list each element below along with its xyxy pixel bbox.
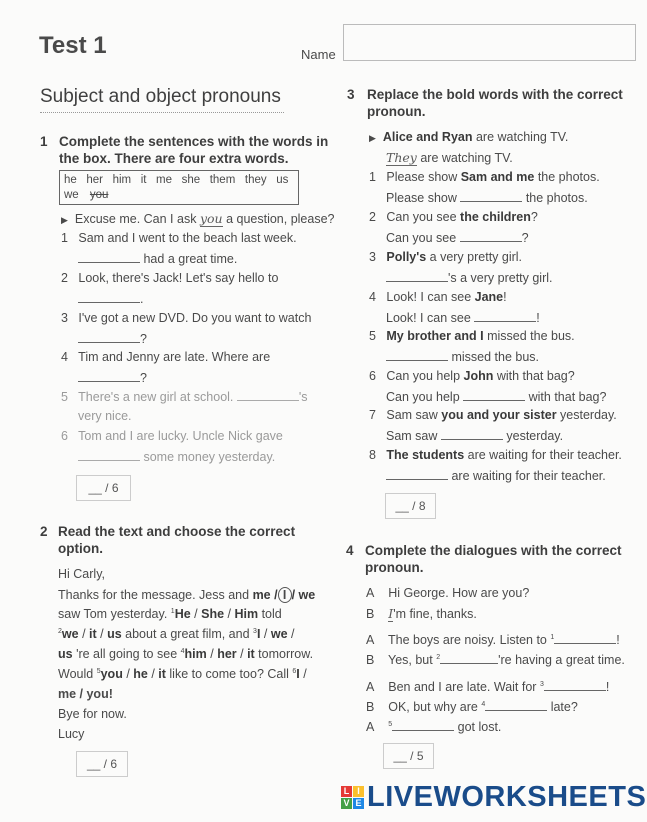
letter-greeting: Hi Carly, — [58, 567, 105, 581]
q3-item-8: 8 The students are waiting for their teacher. — [369, 448, 622, 462]
q1-blank-2[interactable] — [78, 291, 140, 303]
heading-rule — [40, 112, 284, 113]
q1-score-box: __ / 6 — [76, 475, 131, 501]
q1-blank-4[interactable] — [78, 370, 140, 382]
q4-blank-2[interactable] — [440, 652, 498, 664]
q4-score-box: __ / 5 — [383, 743, 434, 769]
q3-item-5-line2: missed the bus. — [386, 349, 539, 364]
q1-item-5-line2: very nice. — [78, 409, 132, 423]
q3-item-2-line2: Can you see ? — [386, 231, 529, 245]
q1-item-3-line2: ? — [78, 331, 147, 346]
q3-item-4: 4 Look! I can see Jane! — [369, 290, 507, 304]
q4-example-a: A Hi George. How are you? — [366, 586, 530, 600]
q3-blank-1[interactable] — [460, 190, 522, 202]
q1-item-1: 1 Sam and I went to the beach last week. — [61, 231, 297, 245]
name-field[interactable] — [343, 24, 636, 61]
q3-item-1-line2: Please show the photos. — [386, 191, 588, 205]
q2-number: 2 — [40, 524, 48, 539]
q3-blank-7[interactable] — [441, 428, 503, 440]
letter-signature: Lucy — [58, 727, 85, 741]
letter-closing: Bye for now. — [58, 707, 127, 721]
q1-item-2-line2: . — [78, 291, 143, 306]
q1-item-1-line2: had a great time. — [78, 251, 237, 266]
q3-item-1: 1 Please show Sam and me the photos. — [369, 170, 600, 184]
letter-line-5: Would $^5$you / he / it like to come too? Call $^6$I / — [58, 667, 307, 681]
q3-example: ▶ Alice and Ryan are watching TV. — [369, 130, 569, 144]
q2-score-box: __ / 6 — [76, 751, 128, 777]
q1-instruction: Complete the sentences with the words in the box. There are four extra words. — [59, 134, 329, 166]
q3-item-6-line2: Can you help with that bag? — [386, 390, 607, 404]
q1-number: 1 — [40, 134, 48, 149]
letter-line-3: $^2$we / it / us about a great film, and $^3$I / we / — [58, 627, 295, 641]
liveworksheets-text: LIVEWORKSHEETS — [367, 781, 647, 813]
q3-example-answer: They are watching TV. — [386, 150, 513, 165]
q4-number: 4 — [346, 543, 354, 558]
q1-blank-3[interactable] — [78, 331, 140, 343]
section-heading: Subject and object pronouns — [40, 86, 281, 107]
q4-d1-a: A The boys are noisy. Listen to $^1$ ! — [366, 633, 620, 647]
q3-blank-6[interactable] — [463, 389, 525, 401]
q4-instruction: Complete the dialogues with the correct pronoun. — [365, 543, 622, 575]
q1-example: ▶ Excuse me. Can I ask you a question, please? — [61, 211, 335, 226]
q3-score-box: __ / 8 — [385, 493, 436, 519]
q3-item-5: 5 My brother and I missed the bus. — [369, 329, 575, 343]
q4-d2-b: B OK, but why are $^4$ late? — [366, 700, 578, 714]
q3-blank-4[interactable] — [474, 310, 536, 322]
q1-item-6-line2: some money yesterday. — [78, 449, 275, 464]
q1-item-2: 2 Look, there's Jack! Let's say hello to — [61, 271, 279, 285]
q1-item-6: 6 Tom and I are lucky. Uncle Nick gave — [61, 429, 283, 443]
q1-blank-6[interactable] — [78, 449, 140, 461]
word-box: he her him it me she them they us we you — [59, 170, 299, 205]
letter-line-4: us 're all going to see $^4$him / her / it tomorrow. — [58, 647, 314, 661]
name-label: Name — [301, 47, 336, 62]
q3-item-3: 3 Polly's a very pretty girl. — [369, 250, 523, 264]
q3-blank-2[interactable] — [460, 230, 522, 242]
q1-item-4: 4 Tim and Jenny are late. Where are — [61, 350, 271, 364]
q3-item-4-line2: Look! I can see ! — [386, 311, 540, 325]
q3-item-7: 7 Sam saw you and your sister yesterday. — [369, 408, 617, 422]
q3-number: 3 — [347, 87, 355, 102]
q3-item-6: 6 Can you help John with that bag? — [369, 369, 575, 383]
letter-line-6: me / you! — [58, 687, 113, 701]
q4-blank-4[interactable] — [485, 699, 547, 711]
letter-line-2: saw Tom yesterday. $^1$He / She / Him told — [58, 607, 282, 621]
q4-d2-c: A $^5$ got lost. — [366, 720, 502, 734]
q4-d1-b: B Yes, but $^2$ 're having a great time. — [366, 653, 625, 667]
q1-blank-5[interactable] — [237, 389, 299, 401]
q3-instruction: Replace the bold words with the correct pronoun. — [367, 87, 623, 119]
q3-item-3-line2: 's a very pretty girl. — [386, 270, 553, 285]
liveworksheets-watermark — [341, 781, 647, 816]
q4-blank-1[interactable] — [554, 632, 616, 644]
q2-instruction: Read the text and choose the correct option. — [58, 524, 296, 556]
q4-d2-a: A Ben and I are late. Wait for $^3$ ! — [366, 680, 610, 694]
q3-item-7-line2: Sam saw yesterday. — [386, 429, 564, 443]
q3-blank-8[interactable] — [386, 468, 448, 480]
q1-blank-1[interactable] — [78, 251, 140, 263]
q4-blank-3[interactable] — [544, 679, 606, 691]
q1-item-3: 3 I've got a new DVD. Do you want to watch — [61, 311, 312, 325]
q4-example-b: B I'm fine, thanks. — [366, 606, 477, 621]
q3-blank-3[interactable] — [386, 270, 448, 282]
q3-blank-5[interactable] — [386, 349, 448, 361]
q1-item-4-line2: ? — [78, 370, 147, 385]
q3-item-8-line2: are waiting for their teacher. — [386, 468, 606, 483]
q3-item-2: 2 Can you see the children? — [369, 210, 538, 224]
letter-line-1: Thanks for the message. Jess and me / I / we — [58, 588, 316, 602]
liveworksheets-logo-icon: L I V E — [341, 786, 365, 810]
test-title: Test 1 — [39, 32, 107, 59]
q4-blank-5[interactable] — [392, 719, 454, 731]
q1-item-5: 5 There's a new girl at school. 's — [61, 390, 308, 404]
